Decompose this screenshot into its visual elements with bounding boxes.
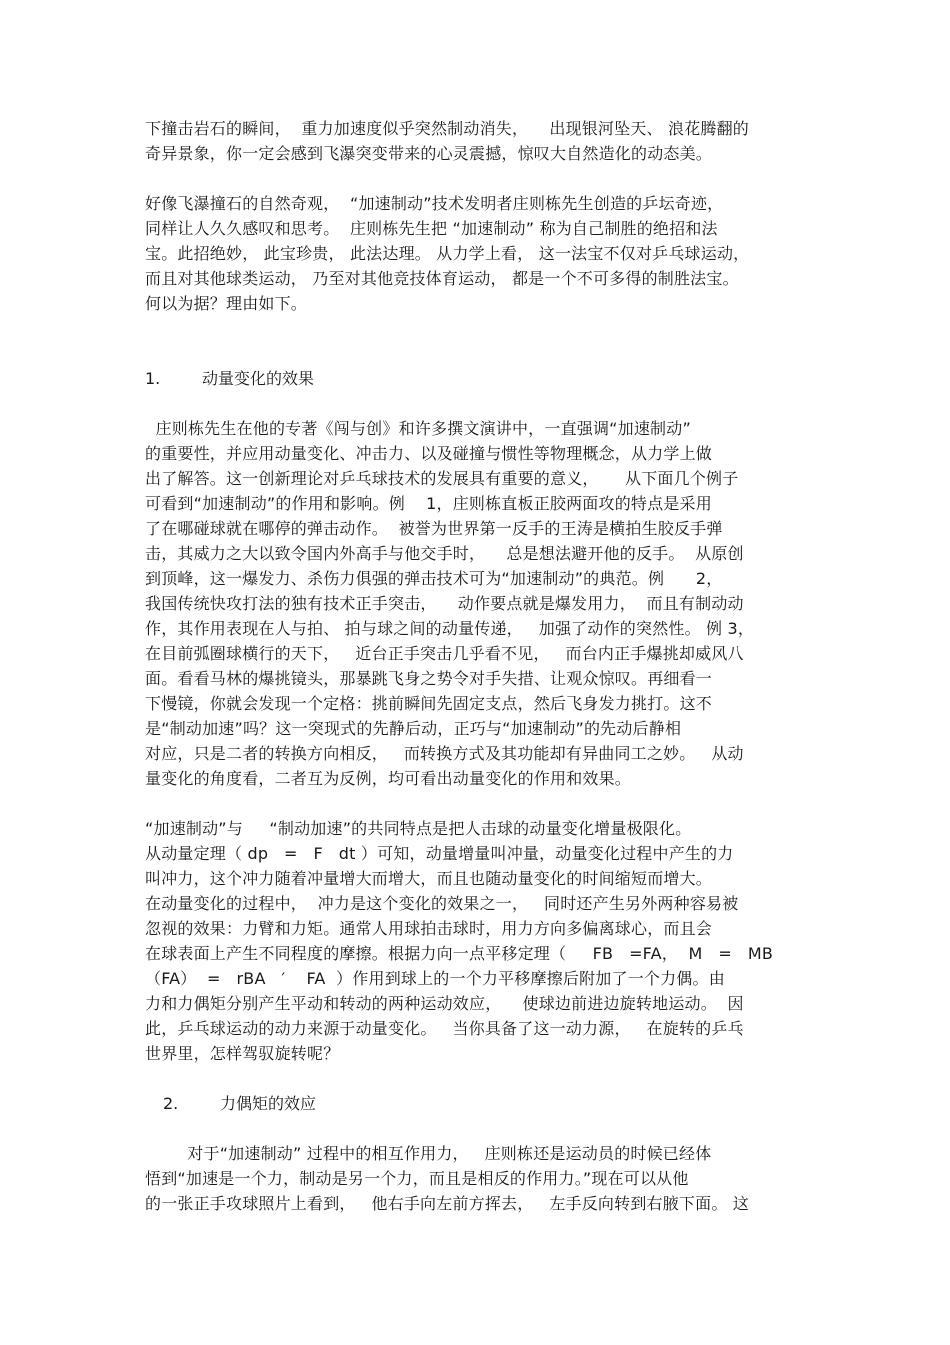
p2-line-5: 何以为据？理由如下。 — [145, 294, 308, 313]
p3-line-10: 在目前弧圈球横行的天下， 近台正手突击几乎看不见， 而台内正手爆挑却威风八 — [145, 644, 744, 663]
section-2-number: 2. — [163, 1094, 179, 1113]
p3-line-9: 作，其作用表现在人与拍、 拍与球之间的动量传递， 加强了动作的突然性。 例 3， — [145, 619, 755, 638]
p5-line-2: 悟到“加速是一个力，制动是另一个力，而且是相反的作用力。”现在可以从他 — [145, 1169, 689, 1188]
p4-line-8: 力和力偶矩分别产生平动和转动的两种运动效应， 使球边前进边旋转地运动。 因 — [145, 994, 744, 1013]
p1-line-2: 奇异景象，你一定会感到飞瀑突变带来的心灵震撼，惊叹大自然造化的动态美。 — [145, 144, 713, 163]
section-1-number: 1. — [145, 369, 161, 388]
p3-line-7: 到顶峰，这一爆发力、杀伤力俱强的弹击技术可为“加速制动”的典范。例 2， — [145, 569, 723, 588]
p5-line-3: 的一张正手攻球照片上看到， 他右手向左前方挥去， 左手反向转到右腋下面。 这 — [145, 1194, 750, 1213]
p4-line-7: （FA） = rBA ′ FA ）作用到球上的一个力平移摩擦后附加了一个力偶。由 — [145, 969, 725, 988]
p4-line-4: 在动量变化的过程中， 冲力是这个变化的效果之一， 同时还产生另外两种容易被 — [145, 894, 739, 913]
p3-line-2: 的重要性，并应用动量变化、冲击力、以及碰撞与惯性等物理概念，从力学上做 — [145, 444, 713, 463]
p2-line-3: 宝。此招绝妙， 此宝珍贵， 此法达理。 从力学上看， 这一法宝不仅对乒乓球运动， — [145, 244, 750, 263]
p2-line-1: 好像飞瀑撞石的自然奇观， “加速制动”技术发明者庄则栋先生创造的乒坛奇迹， — [145, 194, 724, 213]
p3-line-14: 对应，只是二者的转换方向相反， 而转换方式及其功能却有异曲同工之妙。 从动 — [145, 744, 744, 763]
section-2-title: 力偶矩的效应 — [220, 1094, 317, 1113]
p4-line-2: 从动量定理（ dp = F dt ）可知，动量增量叫冲量，动量变化过程中产生的力 — [145, 844, 734, 863]
p4-line-3: 叫冲力，这个冲力随着冲量增大而增大，而且也随动量变化的时间缩短而增大。 — [145, 869, 713, 888]
p3-line-3: 出了解答。这一创新理论对乒乓球技术的发展具有重要的意义， 从下面几个例子 — [145, 469, 739, 488]
p3-line-1: 庄则栋先生在他的专著《闯与创》和许多撰文演讲中，一直强调“加速制动” — [145, 419, 691, 438]
p2-line-4: 而且对其他球类运动， 乃至对其他竞技体育运动， 都是一个不可多得的制胜法宝。 — [145, 269, 739, 288]
p5-line-1: 对于“加速制动” 过程中的相互作用力， 庄则栋还是运动员的时候已经体 — [145, 1144, 712, 1163]
p3-line-6: 击，其威力之大以致令国内外高手与他交手时， 总是想法避开他的反手。 从原创 — [145, 544, 744, 563]
p4-line-1: “加速制动”与 “制动加速”的共同特点是把人击球的动量变化增量极限化。 — [145, 819, 692, 838]
p4-line-6: 在球表面上产生不同程度的摩擦。根据力向一点平移定理（ FB =FA， M = MB — [145, 944, 774, 963]
p3-line-11: 面。看看马林的爆挑镜头，那暴跳飞身之势令对手失措、让观众惊叹。再细看一 — [145, 669, 713, 688]
p1-line-1: 下撞击岩石的瞬间， 重力加速度似乎突然制动消失， 出现银河坠天、 浪花腾翻的 — [145, 119, 750, 138]
p4-line-5: 忽视的效果：力臂和力矩。通常人用球拍击球时，用力方向多偏离球心，而且会 — [145, 919, 713, 938]
p3-line-5: 了在哪碰球就在哪停的弹击动作。 被誉为世界第一反手的王涛是横拍生胶反手弹 — [145, 519, 723, 538]
p4-line-9: 此，乒乓球运动的动力来源于动量变化。 当你具备了这一动力源， 在旋转的乒乓 — [145, 1019, 744, 1038]
p3-line-8: 我国传统快攻打法的独有技术正手突击， 动作要点就是爆发用力， 而且有制动动 — [145, 594, 744, 613]
p4-line-10: 世界里，怎样驾驭旋转呢？ — [145, 1044, 340, 1063]
p3-line-12: 下慢镜，你就会发现一个定格：挑前瞬间先固定支点，然后飞身发力挑打。这不 — [145, 694, 713, 713]
section-1-title: 动量变化的效果 — [202, 369, 315, 388]
p3-line-13: 是“制动加速”吗？这一突现式的先静后动，正巧与“加速制动”的先动后静相 — [145, 719, 682, 738]
p2-line-2: 同样让人久久感叹和思考。 庄则栋先生把 “加速制动” 称为自己制胜的绝招和法 — [145, 219, 718, 238]
p3-line-4: 可看到“加速制动”的作用和影响。例 1，庄则栋直板正胶两面攻的特点是采用 — [145, 494, 712, 513]
p3-line-15: 量变化的角度看，二者互为反例，均可看出动量变化的作用和效果。 — [145, 769, 632, 788]
